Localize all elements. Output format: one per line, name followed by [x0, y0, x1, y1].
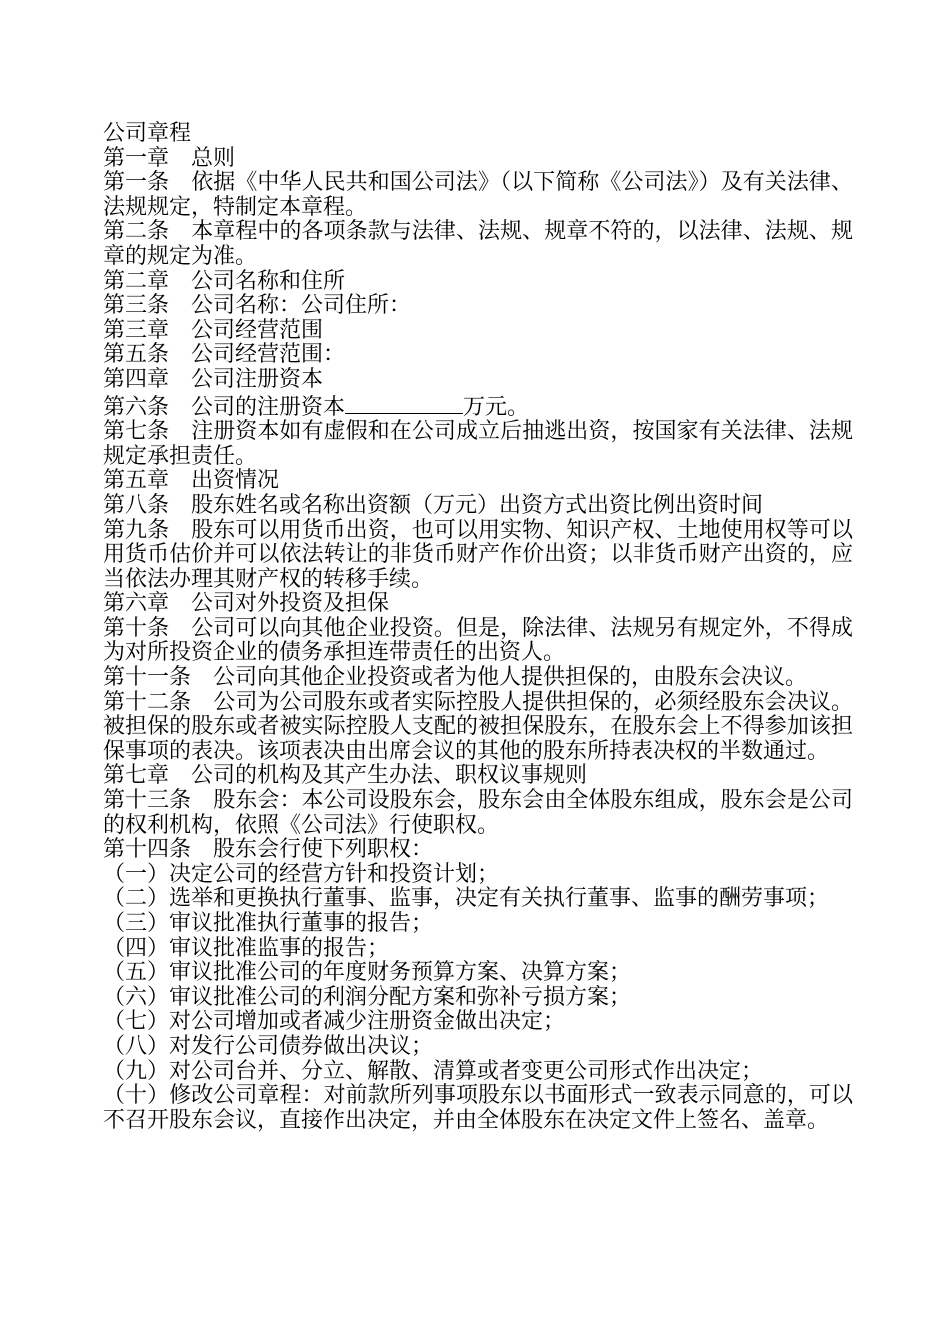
- power-item-4: （四）审议批准监事的报告；: [103, 935, 390, 961]
- article-7: 第七条 注册资本如有虚假和在公司成立后抽逃出资，按国家有关法律、法规规定承担责任。: [103, 419, 853, 469]
- power-item-9: （九）对公司台并、分立、解散、清算或者变更公司形式作出决定；: [103, 1058, 764, 1084]
- article-12: 第十二条 公司为公司股东或者实际控股人提供担保的，必须经股东会决议。被担保的股东或者被实际控股人支配的被担保股东，在股东会上不得参加该担保事项的表决。该项表决由出席会议的其他的股东所持表决权的半数通过。: [103, 689, 853, 764]
- chapter-2-heading: 第二章 公司名称和住所: [103, 268, 346, 294]
- article-11: 第十一条 公司向其他企业投资或者为他人提供担保的，由股东会决议。: [103, 665, 808, 691]
- power-item-10: （十）修改公司章程：对前款所列事项股东以书面形式一致表示同意的，可以不召开股东会议，直接作出决定，并由全体股东在决定文件上签名、盖章。: [103, 1083, 853, 1133]
- article-3: 第三条 公司名称：公司住所：: [103, 293, 412, 319]
- article-5: 第五条 公司经营范围：: [103, 342, 346, 368]
- power-item-7: （七）对公司增加或者减少注册资金做出决定；: [103, 1009, 566, 1035]
- power-item-5: （五）审议批准公司的年度财务预算方案、决算方案；: [103, 960, 632, 986]
- article-6: [103, 393, 853, 421]
- chapter-7-heading: 第七章 公司的机构及其产生办法、职权议事规则: [103, 763, 588, 789]
- power-item-3: （三）审议批准执行董事的报告；: [103, 911, 434, 936]
- power-item-1: （一）决定公司的经营方针和投资计划；: [103, 861, 500, 887]
- article-1: 第一条 依据《中华人民共和国公司法》（以下简称《公司法》）及有关法律、法规规定，特制定本章程。: [103, 170, 853, 220]
- power-item-6: （六）审议批准公司的利润分配方案和弥补亏损方案；: [103, 984, 632, 1010]
- article-2: 第二条 本章程中的各项条款与法律、法规、规章不符的，以法律、法规、规章的规定为准。: [103, 219, 853, 269]
- document-title: 公司章程: [103, 121, 192, 146]
- article-14: 第十四条 股东会行使下列职权：: [103, 837, 434, 863]
- power-item-8: （八）对发行公司债券做出决议；: [103, 1033, 434, 1059]
- chapter-4-heading: 第四章 公司注册资本: [103, 366, 324, 392]
- document-body: [103, 122, 853, 1133]
- article-9: 第九条 股东可以用货币出资，也可以用实物、知识产权、土地使用权等可以用货币估价并可以依法转让的非货币财产作价出资；以非货币财产出资的，应当依法办理其财产权的转移手续。: [103, 517, 853, 592]
- article-13: 第十三条 股东会：本公司设股东会，股东会由全体股东组成，股东会是公司的权利机构，依照《公司法》行使职权。: [103, 788, 853, 838]
- chapter-1-heading: 第一章 总则: [103, 145, 236, 171]
- chapter-3-heading: 第三章 公司经营范围: [103, 317, 324, 343]
- registered-capital-blank: [345, 393, 463, 414]
- article-10: 第十条 公司可以向其他企业投资。但是，除法律、法规另有规定外，不得成为对所投资企业的债务承担连带责任的出资人。: [103, 615, 853, 666]
- chapter-6-heading: 第六章 公司对外投资及担保: [103, 591, 390, 617]
- article-6-suffix: 万元。: [463, 394, 530, 420]
- article-8: 第八条 股东姓名或名称出资额（万元）出资方式出资比例出资时间: [103, 492, 764, 518]
- power-item-2: （二）选举和更换执行董事、监事，决定有关执行董事、监事的酬劳事项；: [103, 886, 830, 912]
- chapter-5-heading: 第五章 出资情况: [103, 468, 280, 494]
- article-6-prefix: 第六条 公司的注册资本: [103, 394, 346, 420]
